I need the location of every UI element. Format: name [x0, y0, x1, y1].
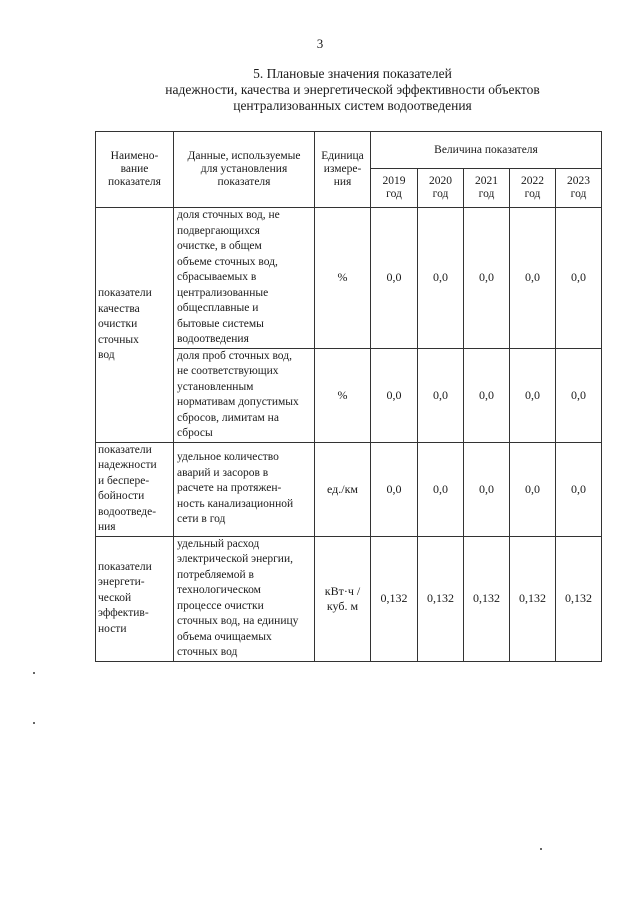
value-2021: 0,0 — [464, 208, 510, 349]
indicator-unit: кВт·ч / куб. м — [315, 536, 371, 661]
value-2023: 0,132 — [556, 536, 602, 661]
table-row — [96, 208, 602, 349]
indicator-data: доля проб сточных вод, не соответствующих установленным нормативам допустимых сбросов, лимитам на сбросы — [174, 348, 315, 442]
value-2023: 0,0 — [556, 348, 602, 442]
value-2021: 0,132 — [464, 536, 510, 661]
value-2021: 0,0 — [464, 348, 510, 442]
value-2020: 0,132 — [418, 536, 464, 661]
title-line-1: 5. Плановые значения показателей — [253, 66, 452, 81]
indicator-unit: % — [315, 348, 371, 442]
value-2020: 0,0 — [418, 442, 464, 536]
indicator-data: удельный расход электрической энергии, потребляемой в технологическом процессе очистки сточных вод, на единицу объема очищаемых сточных вод — [174, 536, 315, 661]
title-line-2: надежности, качества и энергетической эффективности объектов — [165, 82, 540, 97]
section-title — [100, 66, 605, 114]
indicator-name: показатели качества очистки сточных вод — [96, 208, 174, 443]
value-2020: 0,0 — [418, 208, 464, 349]
header-name: Наимено- вание показателя — [96, 132, 174, 208]
scan-speck — [33, 722, 35, 724]
indicator-data: удельное количество аварий и засоров в расчете на протяжен- ность канализационной сети в год — [174, 442, 315, 536]
header-unit: Единица измере- ния — [315, 132, 371, 208]
value-2023: 0,0 — [556, 442, 602, 536]
page-number: 3 — [316, 36, 324, 51]
indicators-table — [95, 131, 602, 662]
header-year: 2022 год — [510, 169, 556, 208]
value-2022: 0,0 — [510, 208, 556, 349]
table-row — [96, 536, 602, 661]
indicator-data: доля сточных вод, не подвергающихся очистке, в общем объеме сточных вод, сбрасываемых в централизованные общесплавные и бытовые системы водоотведения — [174, 208, 315, 349]
value-2020: 0,0 — [418, 348, 464, 442]
header-year: 2021 год — [464, 169, 510, 208]
value-2022: 0,0 — [510, 442, 556, 536]
header-data: Данные, используемые для установления показателя — [174, 132, 315, 208]
scan-speck — [540, 848, 542, 850]
scan-speck — [33, 672, 35, 674]
value-2023: 0,0 — [556, 208, 602, 349]
value-2019: 0,0 — [371, 348, 418, 442]
value-2022: 0,0 — [510, 348, 556, 442]
value-2022: 0,132 — [510, 536, 556, 661]
header-value-group: Величина показателя — [371, 132, 602, 169]
value-2019: 0,0 — [371, 442, 418, 536]
table-row — [96, 442, 602, 536]
value-2021: 0,0 — [464, 442, 510, 536]
header-row — [96, 132, 602, 169]
indicator-unit: % — [315, 208, 371, 349]
indicator-name: показатели энергети- ческой эффектив- ности — [96, 536, 174, 661]
indicator-name: показатели надежности и беспере- бойности водоотведе- ния — [96, 442, 174, 536]
indicator-unit: ед./км — [315, 442, 371, 536]
value-2019: 0,0 — [371, 208, 418, 349]
value-2019: 0,132 — [371, 536, 418, 661]
header-year: 2020 год — [418, 169, 464, 208]
header-year: 2023 год — [556, 169, 602, 208]
header-year: 2019 год — [371, 169, 418, 208]
title-line-3: централизованных систем водоотведения — [233, 98, 472, 113]
